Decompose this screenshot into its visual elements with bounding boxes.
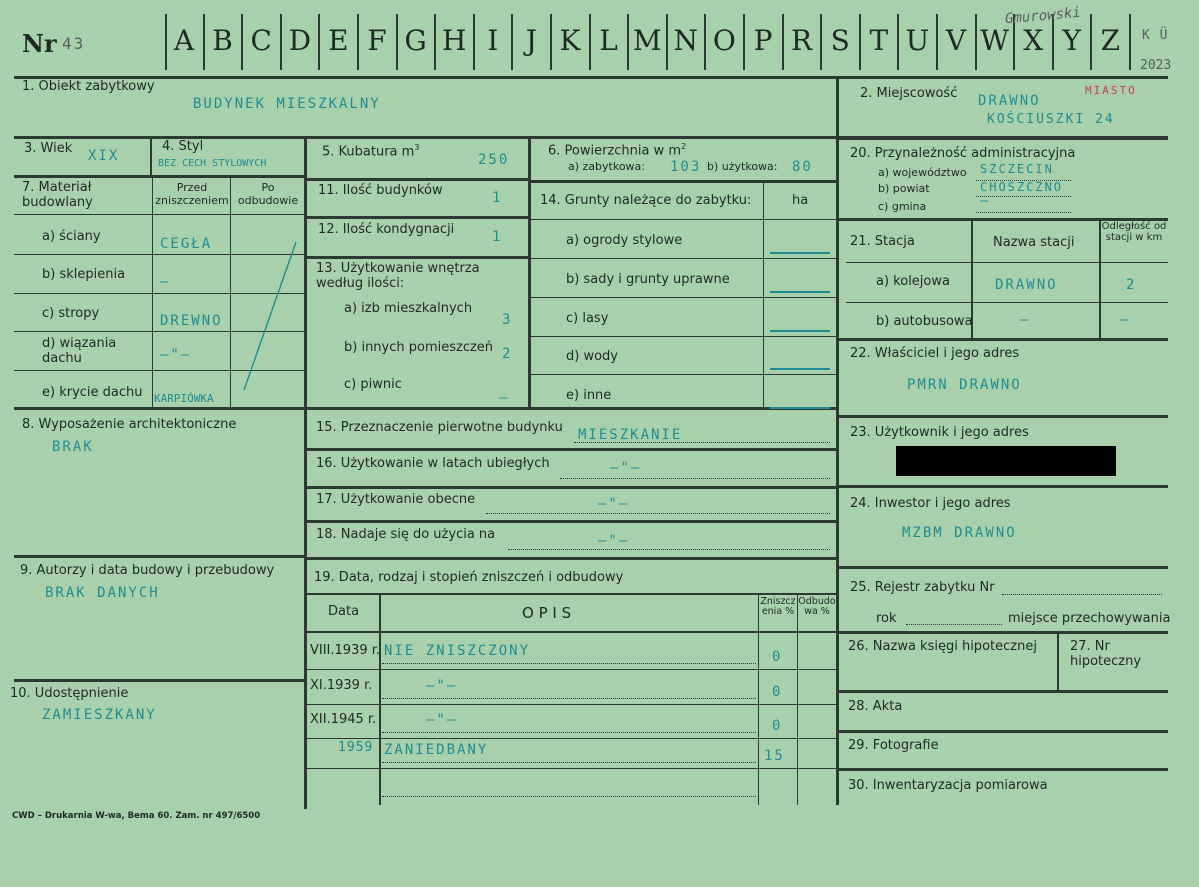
field-7-row-label: c) stropy	[42, 306, 100, 321]
field-21-label: 21. Stacja	[850, 234, 915, 249]
field-14-row-label: e) inne	[566, 388, 612, 403]
field-7-row-value: —	[160, 274, 171, 290]
index-letter-c: C	[250, 24, 272, 57]
field-13-a-value: 3	[502, 312, 513, 328]
field-7-row-value: KARPIÓWKA	[154, 392, 214, 405]
field-1-label: 1. Obiekt zabytkowy	[22, 79, 155, 94]
field-6-label: 6. Powierzchnia w $m^2$	[548, 142, 687, 159]
field-7-row-label: a) ściany	[42, 229, 101, 244]
field-3-label: 3. Wiek	[24, 141, 73, 156]
field-30-label: 30. Inwentaryzacja pomiarowa	[848, 778, 1048, 793]
field-23-label: 23. Użytkownik i jego adres	[850, 425, 1029, 440]
field-17-value: —"—	[598, 496, 630, 512]
field-21-b-dist: —	[1120, 312, 1131, 328]
field-18-label: 18. Nadaje się do użycia na	[316, 527, 496, 542]
field-19-col-odb: Odbudowa %	[798, 596, 836, 618]
field-12-value: 1	[492, 229, 503, 245]
field-14-row-label: c) lasy	[566, 311, 609, 326]
index-letter-u: U	[905, 24, 930, 57]
field-13-c-label: c) piwnic	[344, 377, 402, 392]
field-10-value: ZAMIESZKANY	[42, 707, 157, 723]
index-letter-h: H	[441, 24, 467, 57]
field-20-b-value: CHOSZCZNO	[980, 180, 1064, 194]
field-12-label: 12. Ilość kondygnacji	[318, 222, 455, 237]
field-25-miejsce: miejsce przechowywania	[1008, 611, 1171, 626]
field-21-col-name: Nazwa stacji	[993, 235, 1075, 250]
field-15-label: 15. Przeznaczenie pierwotne budynku	[316, 420, 563, 435]
field-26-label: 26. Nazwa księgi hipotecznej	[848, 639, 1037, 654]
field-10-label: 10. Udostępnienie	[10, 686, 129, 701]
field-16-label: 16. Użytkowanie w latach ubiegłych	[316, 456, 550, 471]
field-2-address: KOŚCIUSZKI 24	[987, 112, 1115, 127]
field-20-a-value: SZCZECIN	[980, 162, 1054, 176]
field-19-row-opis: NIE ZNISZCZONY	[384, 643, 531, 659]
field-19-row-date: XII.1945 r.	[310, 712, 377, 727]
index-letter-o: O	[712, 24, 736, 57]
field-21-b-label: b) autobusowa	[876, 314, 973, 329]
field-7-strike	[230, 240, 306, 400]
field-20-b-label: b) powiat	[878, 182, 930, 195]
index-letter-k: K	[559, 24, 581, 57]
index-letter-w: W	[980, 24, 1009, 57]
field-14-row-dash	[770, 252, 830, 254]
field-14-row-dash	[770, 407, 830, 409]
field-21-a-label: a) kolejowa	[876, 274, 950, 289]
field-5-value: 250	[478, 152, 510, 168]
field-19-col-data: Data	[328, 604, 360, 619]
field-7-row-value: —"—	[160, 347, 192, 363]
field-7-row-label: b) sklepienia	[42, 267, 126, 282]
field-21-a-name: DRAWNO	[995, 277, 1058, 293]
field-20-label: 20. Przynależność administracyjna	[850, 146, 1076, 161]
field-6-b-value: 80	[792, 159, 813, 175]
field-24-label: 24. Inwestor i jego adres	[850, 496, 1011, 511]
field-19-label: 19. Data, rodzaj i stopień zniszczeń i odbudowy	[314, 570, 624, 585]
field-22-value: PMRN DRAWNO	[907, 377, 1022, 393]
field-6-b-label: b) użytkowa:	[707, 160, 778, 173]
field-8-label: 8. Wyposażenie architektoniczne	[22, 417, 237, 432]
field-7-row-value: CEGŁA	[160, 236, 213, 252]
corner-note-name: Gmurowski	[1004, 4, 1082, 28]
field-7-col-before: Przed zniszczeniem	[155, 181, 229, 207]
field-14-row-label: b) sady i grunty uprawne	[566, 272, 730, 287]
field-7-row-label: d) wiązania dachu	[42, 336, 117, 366]
field-19-row-opis: —"—	[426, 678, 458, 694]
index-letter-i: I	[487, 24, 499, 57]
corner-note-year: 2023	[1140, 58, 1172, 73]
field-1-value: BUDYNEK MIESZKALNY	[193, 96, 381, 112]
field-19-col-zn: Zniszczenia %	[760, 596, 796, 618]
corner-note-ku: K Ü	[1142, 28, 1169, 43]
index-letter-t: T	[869, 24, 889, 57]
index-letter-e: E	[328, 24, 349, 57]
field-15-value: MIESZKANIE	[578, 427, 683, 443]
index-letter-n: N	[673, 24, 699, 57]
field-19-row-opis: —"—	[426, 712, 458, 728]
printer-footer: CWD – Drukarnia W-wa, Bema 60. Zam. nr 497/6500	[12, 811, 261, 821]
field-11-value: 1	[492, 190, 503, 206]
field-19-col-opis: O P I S	[522, 604, 572, 622]
index-letter-a: A	[173, 24, 195, 57]
field-17-label: 17. Użytkowanie obecne	[316, 492, 476, 507]
field-19-row-opis: ZANIEDBANY	[384, 742, 489, 758]
index-letter-l: L	[599, 24, 618, 57]
field-4-value: BEZ CECH STYLOWYCH	[158, 158, 267, 169]
field-21-b-name: —	[1020, 312, 1031, 328]
field-7-row-label: e) krycie dachu	[42, 385, 143, 400]
field-22-label: 22. Właściciel i jego adres	[850, 346, 1020, 361]
field-25-label: 25. Rejestr zabytku Nr	[850, 580, 995, 595]
field-20-a-label: a) województwo	[878, 166, 967, 179]
nr-label: Nr	[22, 29, 57, 58]
index-letter-z: Z	[1100, 24, 1121, 57]
field-16-value: —"—	[610, 460, 642, 476]
field-14-label: 14. Grunty należące do zabytku:	[540, 193, 752, 208]
field-14-row-label: a) ogrody stylowe	[566, 233, 683, 248]
index-letter-m: M	[632, 24, 662, 57]
field-6-a-value: 103	[670, 159, 702, 175]
field-11-label: 11. Ilość budynków	[318, 183, 443, 198]
field-19-row-date: XI.1939 r.	[310, 678, 373, 693]
field-7-label: 7. Materiał budowlany	[22, 180, 93, 210]
field-14-row-dash	[770, 368, 830, 370]
index-letter-b: B	[212, 24, 233, 57]
index-letter-v: V	[945, 24, 967, 57]
field-13-c-value: —	[499, 390, 510, 406]
index-letter-y: Y	[1062, 24, 1082, 57]
field-29-label: 29. Fotografie	[848, 738, 939, 753]
field-19-row-zn: 0	[772, 684, 783, 700]
index-letter-p: P	[753, 24, 773, 57]
field-7-col-after: Po odbudowie	[237, 181, 299, 207]
field-8-value: BRAK	[52, 439, 94, 455]
field-19-row-zn: 15	[764, 748, 785, 764]
index-letter-s: S	[830, 24, 850, 57]
index-letter-f: F	[367, 24, 387, 57]
field-14-row-dash	[770, 330, 830, 332]
redaction-bar	[896, 446, 1116, 476]
field-19-row-zn: 0	[772, 718, 783, 734]
nr-value: 43	[62, 34, 86, 53]
field-25-rok: rok	[876, 611, 897, 626]
field-19-row-date: 1959	[338, 740, 374, 755]
field-5-label: 5. Kubatura $m^3$	[322, 143, 420, 160]
field-14-unit: ha	[792, 193, 809, 208]
field-13-b-value: 2	[502, 346, 513, 362]
field-4-label: 4. Styl	[162, 139, 204, 154]
field-7-row-value: DREWNO	[160, 313, 223, 329]
field-19-row-zn: 0	[772, 649, 783, 665]
field-2-stamp: MIASTO	[1085, 84, 1137, 97]
index-letter-d: D	[288, 24, 312, 57]
field-20-c-value: —	[980, 193, 991, 209]
field-9-value: BRAK DANYCH	[45, 585, 160, 601]
field-9-label: 9. Autorzy i data budowy i przebudowy	[20, 563, 275, 578]
index-letter-g: G	[404, 24, 427, 57]
field-3-value: XIX	[88, 148, 120, 164]
field-28-label: 28. Akta	[848, 699, 903, 714]
field-27-label: 27. Nr hipoteczny	[1070, 639, 1142, 669]
index-letter-r: R	[791, 24, 813, 57]
index-letter-j: J	[525, 24, 537, 57]
field-13-b-label: b) innych pomieszczeń	[344, 340, 494, 355]
field-19-row-date: VIII.1939 r.	[310, 643, 381, 658]
field-13-label: 13. Użytkowanie wnętrza według ilości:	[316, 261, 480, 291]
field-2-label: 2. Miejscowość	[860, 86, 958, 101]
index-letter-x: X	[1023, 24, 1044, 57]
field-6-a-label: a) zabytkowa:	[568, 160, 645, 173]
field-14-row-dash	[770, 291, 830, 293]
field-21-col-dist: Odległość od stacji w km	[1101, 221, 1167, 243]
field-2-value: DRAWNO	[978, 93, 1041, 109]
field-21-a-dist: 2	[1126, 277, 1137, 293]
field-14-row-label: d) wody	[566, 349, 618, 364]
field-20-c-label: c) gmina	[878, 200, 927, 213]
field-24-value: MZBM DRAWNO	[902, 525, 1017, 541]
field-18-value: —"—	[598, 533, 630, 549]
field-13-a-label: a) izb mieszkalnych	[344, 301, 473, 316]
